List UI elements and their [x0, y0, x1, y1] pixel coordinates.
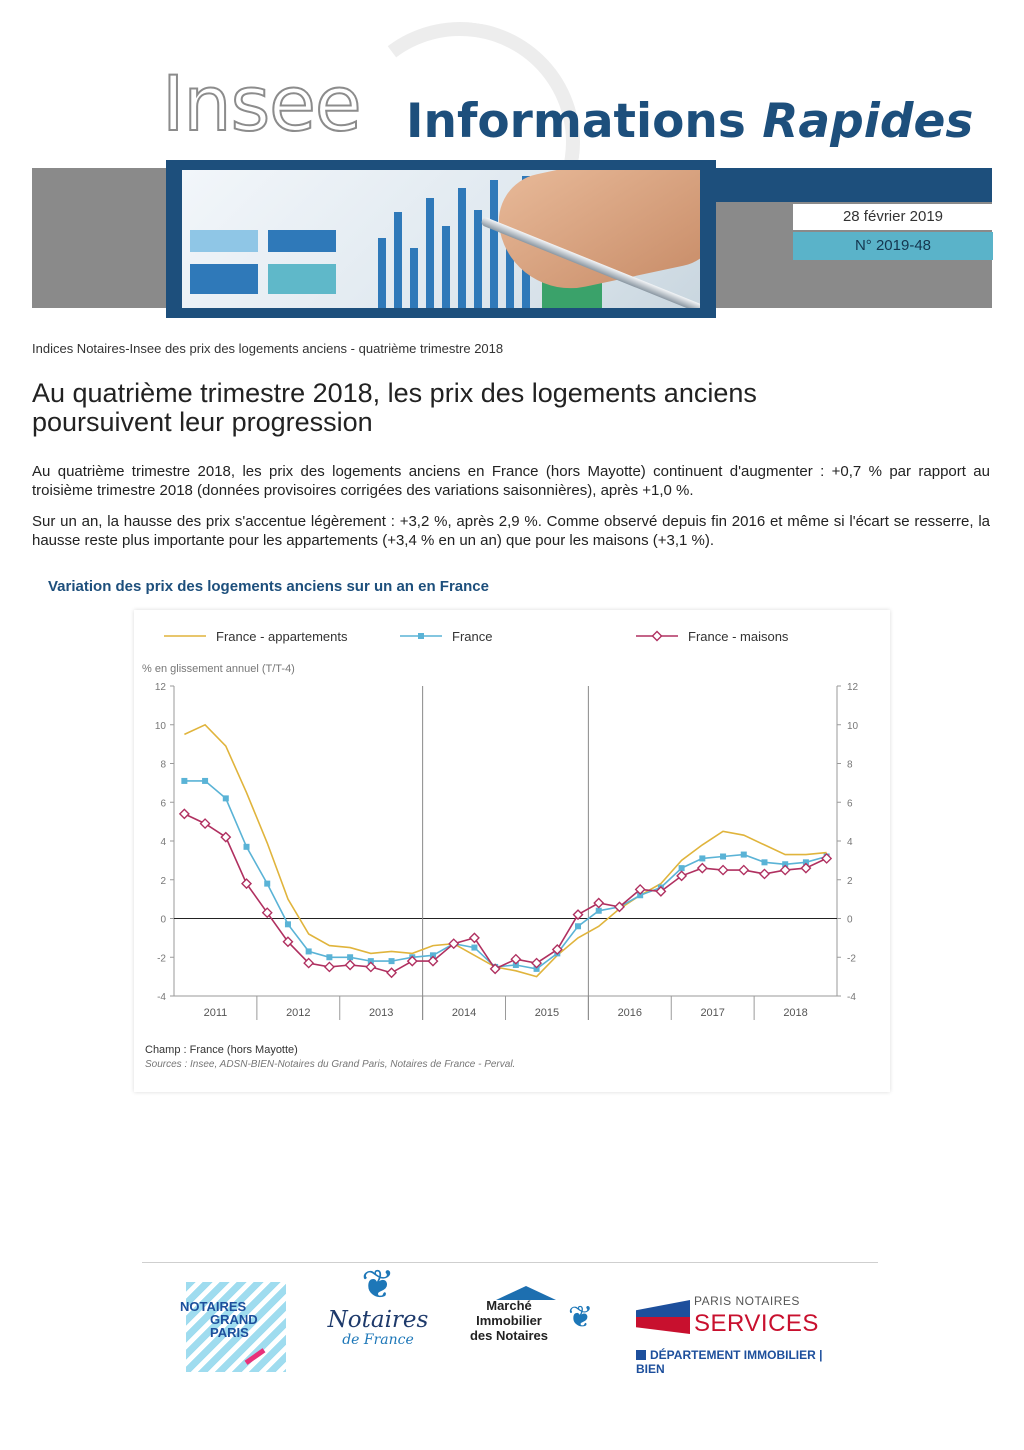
- data-point-maisons: [511, 955, 520, 964]
- x-tick-label: 2012: [286, 1007, 311, 1019]
- surtitle: Indices Notaires-Insee des prix des logements anciens - quatrième trimestre 2018: [32, 341, 504, 356]
- chart-field-note: Champ : France (hors Mayotte): [145, 1044, 298, 1056]
- data-point-france: [326, 954, 332, 960]
- page-title: [32, 379, 932, 437]
- data-point-maisons: [366, 962, 375, 971]
- y-tick-label-right: 6: [847, 798, 853, 810]
- data-point-france: [471, 945, 477, 951]
- y-tick-label-left: 2: [160, 875, 166, 887]
- footer-divider: [142, 1262, 878, 1263]
- data-point-france: [202, 778, 208, 784]
- ndf-text-sub: de France: [342, 1332, 414, 1348]
- data-point-france: [181, 778, 187, 784]
- legend-marker: [653, 632, 662, 641]
- series-line-1: [184, 781, 826, 969]
- data-point-maisons: [781, 866, 790, 875]
- publication-title-rapides: Rapides: [762, 94, 974, 149]
- data-point-france: [575, 923, 581, 929]
- data-point-maisons: [574, 910, 583, 919]
- pns-line-3: DÉPARTEMENT IMMOBILIER | BIEN: [636, 1348, 836, 1376]
- photo-bar: [442, 226, 450, 308]
- mim-line-1: Marché: [486, 1298, 532, 1313]
- mim-line-2: Immobilier: [476, 1313, 542, 1328]
- notaires-symbol-icon: ❦: [568, 1301, 594, 1334]
- y-tick-label-right: 10: [847, 720, 859, 732]
- data-point-france: [596, 908, 602, 914]
- photo-bar: [268, 230, 336, 252]
- y-axis-label: % en glissement annuel (T/T-4): [142, 663, 295, 675]
- data-point-france: [389, 958, 395, 964]
- ngp-line-1: NOTAIRES: [180, 1299, 247, 1314]
- data-point-maisons: [719, 866, 728, 875]
- data-point-maisons: [180, 809, 189, 818]
- insee-logo: Insee: [162, 59, 361, 148]
- legend-label-0: France - appartements: [216, 629, 348, 644]
- y-tick-label-right: -2: [847, 953, 856, 965]
- data-point-maisons: [801, 864, 810, 873]
- photo-bar: [378, 238, 386, 308]
- photo-bar: [458, 188, 466, 308]
- data-point-maisons: [822, 854, 831, 863]
- x-tick-label: 2018: [783, 1007, 808, 1019]
- publication-date: 28 février 2019: [793, 204, 993, 230]
- chart-frame: [134, 610, 890, 1092]
- photo-bar: [426, 198, 434, 308]
- y-tick-label-left: -4: [157, 992, 166, 1003]
- notaires-de-france-logo: [308, 1262, 448, 1362]
- y-tick-label-left: 0: [160, 914, 166, 926]
- data-point-france: [306, 948, 312, 954]
- pns-line-2: SERVICES: [694, 1310, 819, 1337]
- series-line-2: [184, 814, 826, 973]
- marche-immobilier-notaires-logo: [462, 1286, 622, 1356]
- series-line-0: [184, 725, 826, 977]
- photo-bar: [474, 210, 482, 308]
- data-point-france: [761, 859, 767, 865]
- notaires-grand-paris-logo: [180, 1276, 290, 1376]
- mim-text: [462, 1298, 556, 1343]
- y-tick-label-right: 12: [847, 682, 859, 693]
- line-chart: [134, 610, 890, 1092]
- publication-title: [406, 94, 974, 149]
- page-title-line-1: Au quatrième trimestre 2018, les prix des logements anciens: [32, 378, 757, 408]
- y-tick-label-left: 12: [154, 682, 166, 693]
- chart-title: Variation des prix des logements anciens sur un an en France: [48, 578, 489, 595]
- data-point-france: [285, 921, 291, 927]
- x-tick-label: 2016: [617, 1007, 643, 1019]
- data-point-maisons: [739, 866, 748, 875]
- x-tick-label: 2011: [203, 1007, 228, 1019]
- photo-bar: [490, 180, 498, 308]
- pns-line-1: PARIS NOTAIRES: [694, 1294, 800, 1308]
- photo-bar: [410, 248, 418, 308]
- y-tick-label-right: 0: [847, 914, 853, 926]
- flag-icon: [636, 1300, 690, 1334]
- data-point-maisons: [201, 819, 210, 828]
- data-point-maisons: [698, 864, 707, 873]
- x-tick-label: 2013: [368, 1007, 394, 1019]
- x-tick-label: 2015: [534, 1007, 560, 1019]
- data-point-maisons: [760, 869, 769, 878]
- data-point-france: [347, 954, 353, 960]
- data-point-maisons: [470, 933, 479, 942]
- page-title-line-2: poursuivent leur progression: [32, 407, 373, 437]
- legend-label-2: France - maisons: [688, 629, 789, 644]
- paragraph-1: Au quatrième trimestre 2018, les prix des logements anciens en France (hors Mayotte) continuent d'augmenter : +0,7 % par rapport au troisième trimestre 2018 (données provisoires corrigées des variations saisonnières), après +1,0 %.: [32, 463, 990, 499]
- data-point-maisons: [387, 968, 396, 977]
- data-point-france: [699, 855, 705, 861]
- header-photo: [182, 170, 700, 308]
- data-point-maisons: [346, 961, 355, 970]
- header-illustration: [166, 160, 716, 318]
- photo-bar: [394, 212, 402, 308]
- y-tick-label-left: 6: [160, 798, 166, 810]
- data-point-maisons: [221, 833, 230, 842]
- legend-marker: [418, 633, 424, 639]
- legend-label-1: France: [452, 629, 493, 644]
- ndf-text-main: Notaires: [327, 1307, 429, 1333]
- photo-bar: [268, 264, 336, 294]
- mim-line-3: des Notaires: [469, 1328, 549, 1343]
- data-point-maisons: [325, 962, 334, 971]
- notaires-symbol-icon: ❦: [361, 1263, 395, 1307]
- y-tick-label-right: 8: [847, 759, 853, 771]
- ngp-text: [180, 1300, 258, 1339]
- y-tick-label-left: 4: [160, 837, 166, 848]
- chart-sources-note: Sources : Insee, ADSN-BIEN-Notaires du Grand Paris, Notaires de France - Perval.: [145, 1059, 516, 1070]
- y-tick-label-right: 2: [847, 875, 853, 887]
- data-point-france: [244, 844, 250, 850]
- photo-bar: [190, 264, 258, 294]
- x-tick-label: 2014: [451, 1007, 477, 1019]
- data-point-france: [223, 795, 229, 801]
- y-tick-label-left: 10: [154, 720, 166, 732]
- paris-notaires-services-logo: [636, 1292, 836, 1376]
- data-point-france: [264, 881, 270, 887]
- ngp-line-3: PARIS: [210, 1325, 249, 1340]
- data-point-france: [741, 852, 747, 858]
- y-tick-label-left: -2: [157, 953, 166, 965]
- ngp-line-2: GRAND: [210, 1312, 258, 1327]
- publication-title-info: Informations: [406, 94, 746, 149]
- paragraph-2: Sur un an, la hausse des prix s'accentue légèrement : +3,2 %, après 2,9 %. Comme observé depuis fin 2016 et même si l'écart se resserre, la hausse reste plus importante pour les appartements (+3,4 % en un an) que pour les maisons (+3,1 %).: [32, 513, 990, 549]
- data-point-france: [720, 854, 726, 860]
- data-point-maisons: [594, 899, 603, 908]
- x-tick-label: 2017: [700, 1007, 725, 1019]
- y-tick-label-right: 4: [847, 837, 853, 848]
- data-point-france: [679, 865, 685, 871]
- y-tick-label-left: 8: [160, 759, 166, 771]
- photo-bar: [190, 230, 258, 252]
- issue-number: N° 2019-48: [793, 232, 993, 260]
- y-tick-label-right: -4: [847, 992, 856, 1003]
